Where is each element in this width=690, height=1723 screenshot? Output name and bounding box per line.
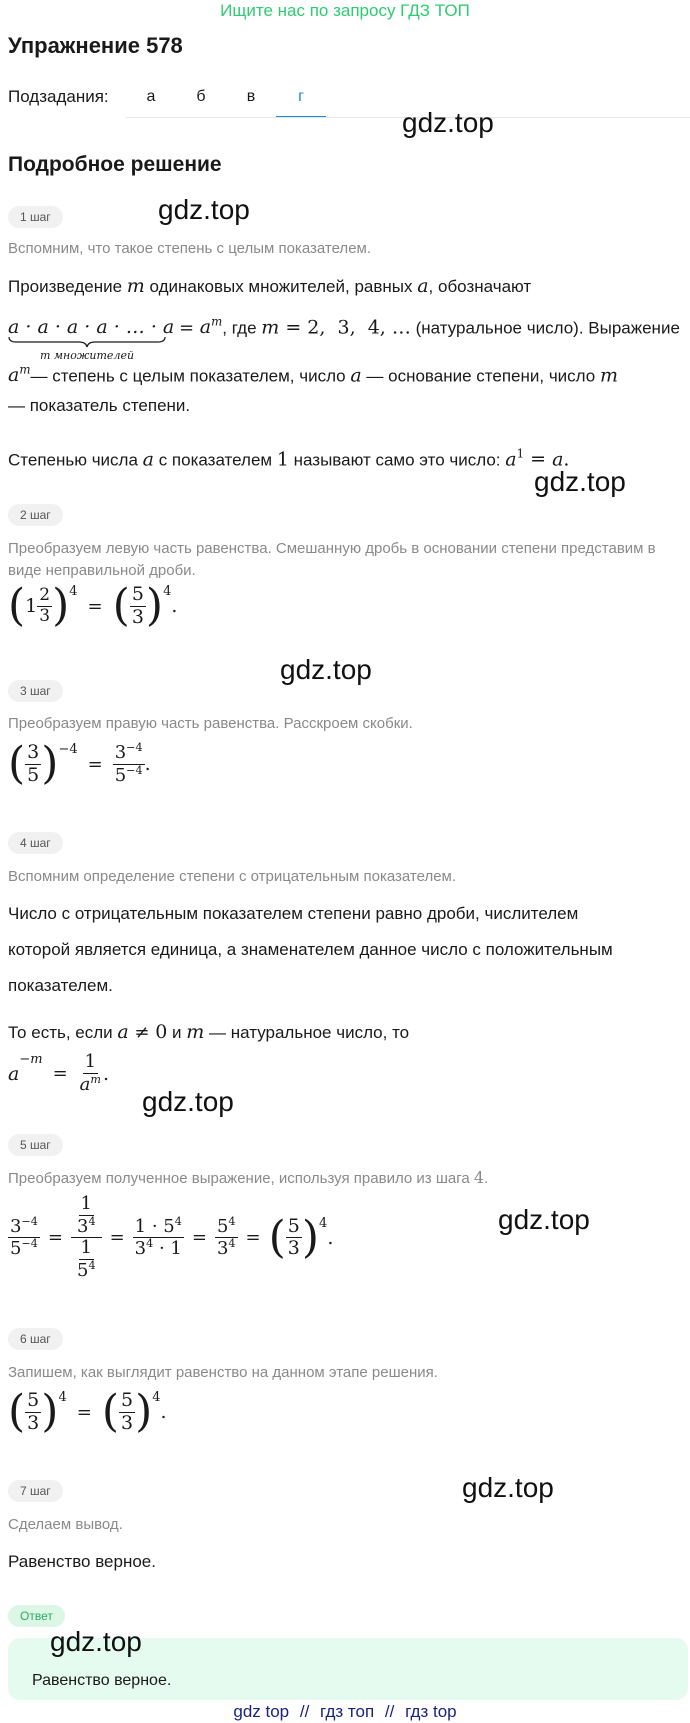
- footer-separator: //: [384, 1702, 395, 1721]
- step-text: показателем.: [8, 976, 113, 995]
- step-text: Произведение m одинаковых множителей, равных a, обозначают: [8, 275, 532, 297]
- watermark: gdz.top: [402, 107, 494, 138]
- formula-step5: $\frac{3^{-4}}{5^{-4}}$ = $\frac{\frac{1}{3^4}}{\frac{1}{5^4}}$ = $\frac{1 \cdot 5^4}{3^4 \cdot 1}$ = $\frac{5^4}{3^4}$ = ( $\frac{5}{3}$ ) 4 .: [10, 1193, 334, 1282]
- watermark: gdz.top: [498, 1204, 590, 1235]
- watermark: gdz.top: [462, 1472, 554, 1503]
- watermark: gdz.top: [50, 1626, 142, 1657]
- step-badge: 3 шаг: [8, 680, 63, 702]
- step-hint: Преобразуем правую часть равенства. Расскроем скобки.: [8, 715, 413, 732]
- conclusion-text: Равенство верное.: [8, 1552, 156, 1571]
- step-hint: Сделаем вывод.: [8, 1516, 123, 1533]
- search-banner: Ищите нас по запросу ГДЗ ТОП: [220, 1, 470, 20]
- text-fragment: — натуральное число, то: [204, 1023, 410, 1042]
- formula-step6: ( $\frac{5}{3}$ ) 4 = ( $\frac{5}{3}$ ) 4 .: [8, 1386, 167, 1438]
- underbrace-label: m множителей: [40, 349, 135, 363]
- step-badge: 1 шаг: [8, 206, 63, 228]
- step-text: которой является единица, а знаменателем данное число с положительным: [8, 940, 613, 959]
- tab-b[interactable]: б: [196, 88, 206, 105]
- subtasks-label: Подзадания:: [8, 87, 109, 106]
- formula-step3: ( $\frac{3}{5}$ ) −4 = $\frac{3^{-4}}{5^{-4}}$ .: [8, 738, 151, 790]
- text-fragment: одинаковых множителей, равных: [144, 277, 418, 296]
- footer-link-gdz-top[interactable]: gdz top: [233, 1702, 290, 1721]
- watermark: gdz.top: [280, 654, 372, 685]
- product-definition-line: a · a · a · a · … · a m множителей = $a^m$, где m = 2, 3, 4, … (натуральное число). Выражение: [8, 310, 683, 358]
- step-badge: 5 шаг: [8, 1134, 63, 1156]
- text-fragment: (натуральное число). Выражение: [410, 318, 680, 338]
- step-badge: 6 шаг: [8, 1328, 63, 1350]
- watermark: gdz.top: [142, 1086, 234, 1117]
- step-badge: 4 шаг: [8, 832, 63, 854]
- text-fragment: и: [167, 1023, 187, 1042]
- text-fragment: То есть, если: [8, 1023, 118, 1042]
- step-text: Число с отрицательным показателем степени равно дроби, числителем: [8, 904, 579, 923]
- text-fragment: — основание степени, число: [361, 366, 600, 386]
- text-fragment: называют само это число:: [288, 450, 506, 470]
- step-badge: 2 шаг: [8, 504, 63, 526]
- watermark: gdz.top: [158, 194, 250, 225]
- footer-separator: //: [299, 1702, 310, 1721]
- step-text: $a^m—$ степень с целым показателем, число a — основание степени, число m: [8, 363, 619, 387]
- footer-link-gdz-top-ru[interactable]: гдз топ: [320, 1702, 375, 1721]
- watermark: gdz.top: [534, 466, 626, 497]
- step-hint: Преобразуем полученное выражение, используя правило из шага 4.: [8, 1168, 489, 1187]
- tab-a[interactable]: а: [146, 88, 156, 105]
- page-title: Упражнение 578: [8, 33, 183, 58]
- step-hint: Вспомним определение степени с отрицательным показателем.: [8, 868, 457, 885]
- step-text: То есть, если a ≠ 0 и m — натуральное число, то: [8, 1021, 410, 1043]
- step-badge: 7 шаг: [8, 1480, 63, 1502]
- text-fragment: Степенью числа: [8, 450, 143, 470]
- footer-link-gdz-top-mixed[interactable]: гдз top: [405, 1702, 457, 1721]
- text-fragment: с показателем: [153, 450, 277, 470]
- text-fragment: , обозначают: [428, 277, 532, 296]
- step-text: — показатель степени.: [8, 396, 191, 415]
- footer-links: [0, 1701, 690, 1723]
- text-fragment: , где: [222, 318, 262, 338]
- text-fragment: Произведение: [8, 277, 127, 296]
- tab-v[interactable]: в: [246, 88, 256, 105]
- text-fragment: — степень с целым показателем, число: [30, 366, 351, 386]
- step-hint: Вспомним, что такое степень с целым показателем.: [8, 240, 372, 257]
- step-text: Степенью числа a с показателем 1 называют само это число: $a^1 = a$.: [8, 447, 570, 471]
- subtask-tabs: [126, 78, 326, 118]
- step-hint: Преобразуем левую часть равенства. Смешанную дробь в основании степени представим в виде неправильной дроби.: [8, 540, 656, 579]
- underbrace-expression: a · a · a · a · … · a m множителей: [8, 315, 174, 340]
- step-hint: Запишем, как выглядит равенство на данном этапе решения.: [8, 1364, 438, 1381]
- formula-step2: ( 1 $\frac{2}{3}$ ) 4 = ( $\frac{5}{3}$ ) 4 .: [8, 580, 178, 632]
- formula-step4: a −m = $\frac{1}{a^m}$ .: [8, 1051, 110, 1095]
- answer-text: Равенство верное.: [32, 1672, 172, 1689]
- section-title: Подробное решение: [8, 153, 222, 176]
- answer-badge: Ответ: [8, 1605, 65, 1627]
- tab-g[interactable]: г: [276, 78, 326, 118]
- text-fragment: Преобразуем полученное выражение, используя правило из шага: [8, 1170, 474, 1187]
